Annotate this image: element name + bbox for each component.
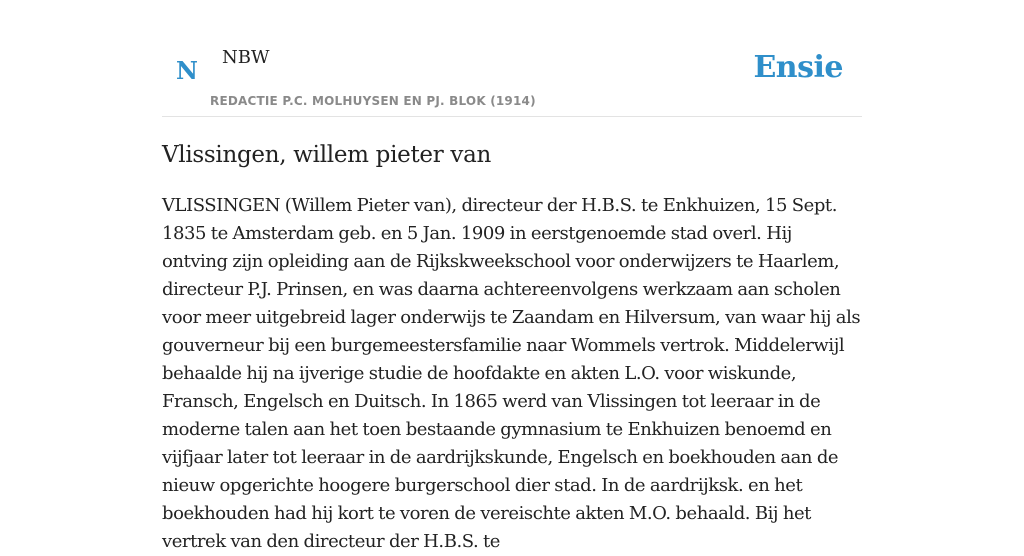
source-title[interactable]: NBW [222,47,270,68]
header [162,0,862,117]
article-body: VLISSINGEN (Willem Pieter van), directeur der H.B.S. te Enkhuizen, 15 Sept. 1835 te Amsterdam geb. en 5 Jan. 1909 in eerstgenoemde stad overl. Hij ontving zijn opleiding aan de Rijkskweekschool voor onderwijzers te Haarlem, directeur P.J. Prinsen, en was daarna achtereenvolgens werkzaam aan scholen voor meer uitgebreid lager onderwijs te Zaandam en Hilversum, van waar hij als gouverneur bij een burgemeestersfamilie naar Wommels vertrok. Middelerwijl behaalde hij na ijverige studie de hoofdakte en akten L.O. voor wiskunde, Fransch, Engelsch en Duitsch. In 1865 werd van Vlissingen tot leeraar in de moderne talen aan het toen bestaande gymnasium te Enkhuizen benoemd en vijfjaar later tot leeraar in de aardrijkskunde, Engelsch en boekhouden aan de nieuw opgerichte hoogere burgerschool dier stad. In de aardrijksk. en het boekhouden had hij kort te voren de vereischte akten M.O. behaald. Bij het vertrek van den directeur der H.B.S. te [162,195,861,552]
brand-logo[interactable]: Ensie [753,50,843,85]
source-logo[interactable]: N [176,56,198,85]
article-title: Vlissingen, willem pieter van [162,142,492,168]
source-subtitle: REDACTIE P.C. MOLHUYSEN EN PJ. BLOK (1914) [210,94,536,108]
